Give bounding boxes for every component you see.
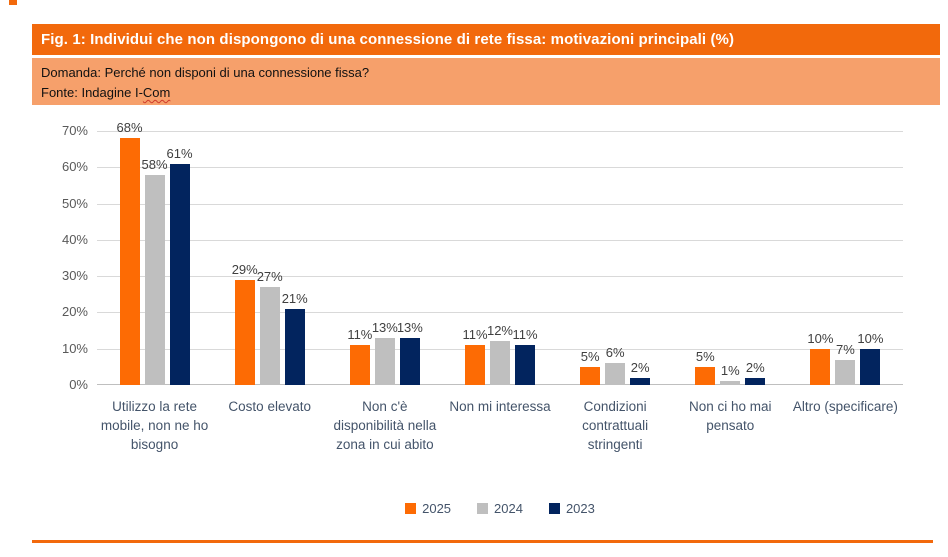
bar-2024 xyxy=(605,345,625,385)
bar-group xyxy=(327,131,442,385)
y-tick-label: 60% xyxy=(61,159,88,175)
bar-2024 xyxy=(256,269,283,385)
bar-2023 xyxy=(281,290,308,385)
legend-item-2025 xyxy=(405,501,451,516)
data-label: 5% xyxy=(695,348,715,364)
bar-group xyxy=(97,120,212,385)
bar-2024 xyxy=(371,319,398,385)
bar-2023 xyxy=(630,359,650,385)
data-label: 13% xyxy=(371,319,398,335)
legend-swatch-icon xyxy=(477,503,488,514)
bar-2025 xyxy=(116,120,143,385)
bar-2023 xyxy=(745,359,765,385)
category-label: Altro (specificare) xyxy=(792,399,898,414)
data-label: 2% xyxy=(745,359,765,375)
category-label: Non ci ho mai pensato xyxy=(689,399,772,434)
y-tick-label: 30% xyxy=(61,268,88,284)
plot-area xyxy=(97,120,903,385)
bar-2024 xyxy=(141,156,168,385)
legend-label: 2025 xyxy=(422,501,452,516)
data-label: 7% xyxy=(836,341,855,357)
y-tick-label: 70% xyxy=(61,123,88,138)
bar-2024 xyxy=(720,363,740,385)
y-tick-label: 0% xyxy=(69,377,88,392)
bar-2023 xyxy=(166,145,193,385)
spellcheck-flagged-word: Com xyxy=(142,85,171,100)
category-label: Non mi interessa xyxy=(449,399,551,414)
y-tick-label: 50% xyxy=(61,195,88,211)
data-label: 11% xyxy=(347,327,373,343)
legend-item-2023 xyxy=(549,501,595,516)
y-tick-label: 40% xyxy=(61,231,88,247)
y-axis xyxy=(0,123,88,392)
legend xyxy=(97,501,903,516)
data-label: 11% xyxy=(512,327,538,343)
data-label: 10% xyxy=(857,330,884,346)
category-label: Non c'è disponibilità nella zona in cui abito xyxy=(333,399,437,453)
category-label: Condizioni contrattuali stringenti xyxy=(582,399,649,453)
bar-group xyxy=(788,131,903,385)
bar-group xyxy=(558,131,673,385)
bar-2025 xyxy=(347,327,373,385)
bar-2025 xyxy=(231,261,258,385)
corner-accent-dash xyxy=(9,0,17,5)
data-label: 2% xyxy=(630,359,650,375)
y-tick-label: 20% xyxy=(61,304,88,320)
bar-group xyxy=(212,131,327,385)
legend-swatch-icon xyxy=(549,503,560,514)
legend-item-2024 xyxy=(477,501,523,516)
data-label: 27% xyxy=(256,269,283,285)
category-label: Costo elevato xyxy=(228,399,311,414)
bar-2023 xyxy=(512,327,538,385)
data-label: 10% xyxy=(807,330,834,346)
bar-2024 xyxy=(486,323,513,385)
data-label: 11% xyxy=(462,327,488,343)
bottom-accent-rule xyxy=(32,540,933,543)
bar-group xyxy=(442,131,557,385)
category-axis xyxy=(97,397,903,454)
bar-2025 xyxy=(580,348,600,385)
figure-title: Fig. 1: Individui che non dispongono di una connessione di rete fissa: motivazioni principali (%) xyxy=(41,31,735,48)
legend-swatch-icon xyxy=(405,503,416,514)
data-label: 29% xyxy=(231,261,258,277)
figure-title-bar xyxy=(32,24,940,55)
bar-group xyxy=(673,131,788,385)
question-note: Domanda: Perché non disponi di una connessione fissa? xyxy=(41,65,370,80)
bars-row xyxy=(97,120,903,385)
data-label: 5% xyxy=(580,348,600,364)
category-label: Utilizzo la rete mobile, non ne ho bisogno xyxy=(100,399,209,453)
data-label: 6% xyxy=(605,345,625,361)
data-label: 21% xyxy=(281,290,308,306)
source-note: Fonte: Indagine I-Com xyxy=(41,85,171,100)
bar-2023 xyxy=(857,330,884,385)
data-label: 58% xyxy=(141,156,168,172)
data-label: 12% xyxy=(486,323,513,339)
data-label: 13% xyxy=(396,319,423,335)
data-label: 61% xyxy=(166,145,193,161)
figure-subtitle-band xyxy=(32,58,940,105)
data-label: 68% xyxy=(116,120,143,136)
legend-label: 2024 xyxy=(494,501,523,516)
data-label: 1% xyxy=(720,363,740,379)
bar-2025 xyxy=(462,327,488,385)
bar-2023 xyxy=(396,319,423,385)
y-tick-label: 10% xyxy=(61,340,88,356)
legend-label: 2023 xyxy=(565,501,595,516)
bar-2025 xyxy=(807,330,834,385)
bar-2024 xyxy=(835,341,855,385)
bar-2025 xyxy=(695,348,715,385)
